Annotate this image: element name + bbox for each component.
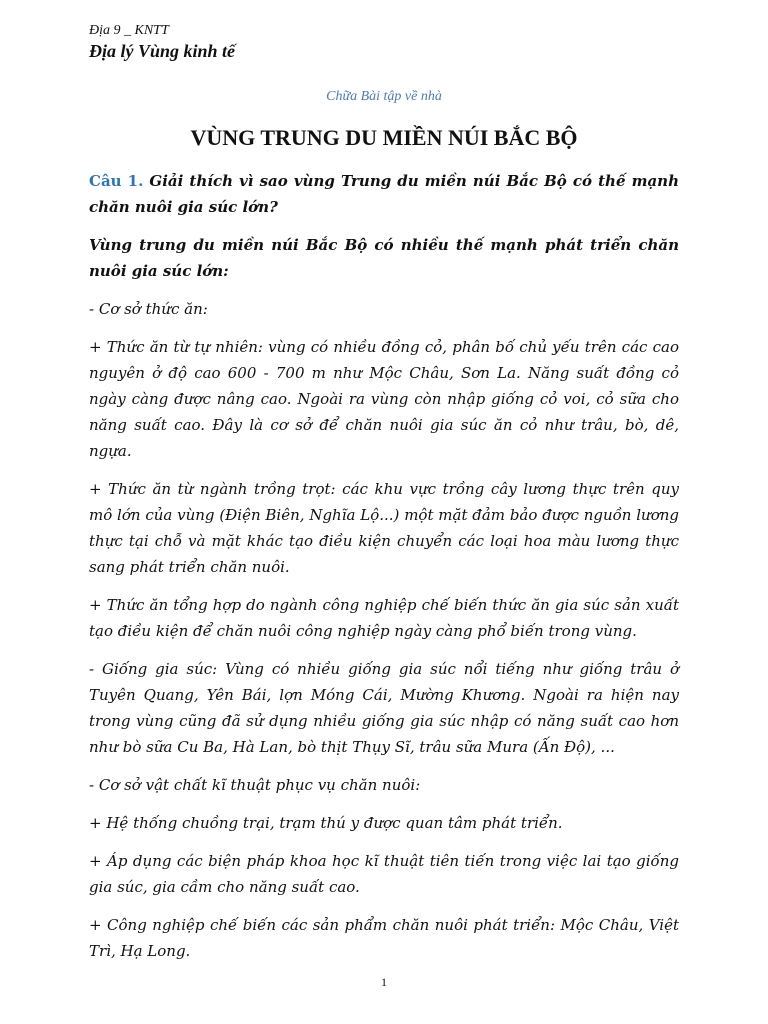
paragraph: - Cơ sở thức ăn:	[89, 300, 208, 318]
paragraph: + Hệ thống chuồng trại, trạm thú y được quan tâm phát triển.	[89, 814, 563, 832]
answer-heading: Vùng trung du miền núi Bắc Bộ có nhiều thế mạnh phát triển chăn nuôi gia súc lớn:	[89, 236, 679, 280]
question-paragraph	[89, 168, 679, 220]
paragraph: + Thức ăn từ tự nhiên: vùng có nhiều đồng cỏ, phân bố chủ yếu trên các cao nguyên ở độ cao 600 - 700 m như Mộc Châu, Sơn La. Năng suất đồng cỏ ngày càng được nâng cao. Ngoài ra vùng còn nhập giống cỏ voi, cỏ sữa cho năng suất cao. Đây là cơ sở để chăn nuôi gia súc ăn cỏ như trâu, bò, dê, ngựa.	[89, 338, 679, 460]
header-course: Địa 9 _ KNTT	[89, 23, 169, 38]
paragraph: + Thức ăn từ ngành trồng trọt: các khu vực trồng cây lương thực trên quy mô lớn của vùng (Điện Biên, Nghĩa Lộ...) một mặt đảm bảo được nguồn lương thực tại chỗ và mặt khác tạo điều kiện chuyển các loại hoa màu lương thực sang phát triển chăn nuôi.	[89, 480, 679, 576]
paragraph: + Công nghiệp chế biến các sản phẩm chăn nuôi phát triển: Mộc Châu, Việt Trì, Hạ Long.	[89, 916, 679, 960]
paragraph: + Áp dụng các biện pháp khoa học kĩ thuật tiên tiến trong việc lai tạo giống gia súc, gia cầm cho năng suất cao.	[89, 852, 679, 896]
paragraph: - Giống gia súc: Vùng có nhiều giống gia súc nổi tiếng như giống trâu ở Tuyên Quang, Yên Bái, lợn Móng Cái, Mường Khương. Ngoài ra hiện nay trong vùng cũng đã sử dụng nhiều giống gia súc nhập có năng suất cao hơn như bò sữa Cu Ba, Hà Lan, bò thịt Thụy Sĩ, trâu sữa Mura (Ấn Độ), ...	[89, 660, 679, 756]
header-topic: Địa lý Vùng kinh tế	[89, 41, 236, 61]
document-body	[89, 168, 679, 964]
question-label: Câu 1.	[89, 172, 144, 190]
question-text: Giải thích vì sao vùng Trung du miền núi Bắc Bộ có thế mạnh chăn nuôi gia súc lớn?	[89, 172, 679, 216]
paragraph: + Thức ăn tổng hợp do ngành công nghiệp chế biến thức ăn gia súc sản xuất tạo điều kiện để chăn nuôi công nghiệp ngày càng phổ biến trong vùng.	[89, 596, 679, 640]
document-subtitle: Chữa Bài tập về nhà	[326, 89, 442, 104]
document-title: VÙNG TRUNG DU MIỀN NÚI BẮC BỘ	[190, 125, 578, 150]
paragraph: - Cơ sở vật chất kĩ thuật phục vụ chăn nuôi:	[89, 776, 421, 794]
page-number: 1	[381, 975, 387, 989]
